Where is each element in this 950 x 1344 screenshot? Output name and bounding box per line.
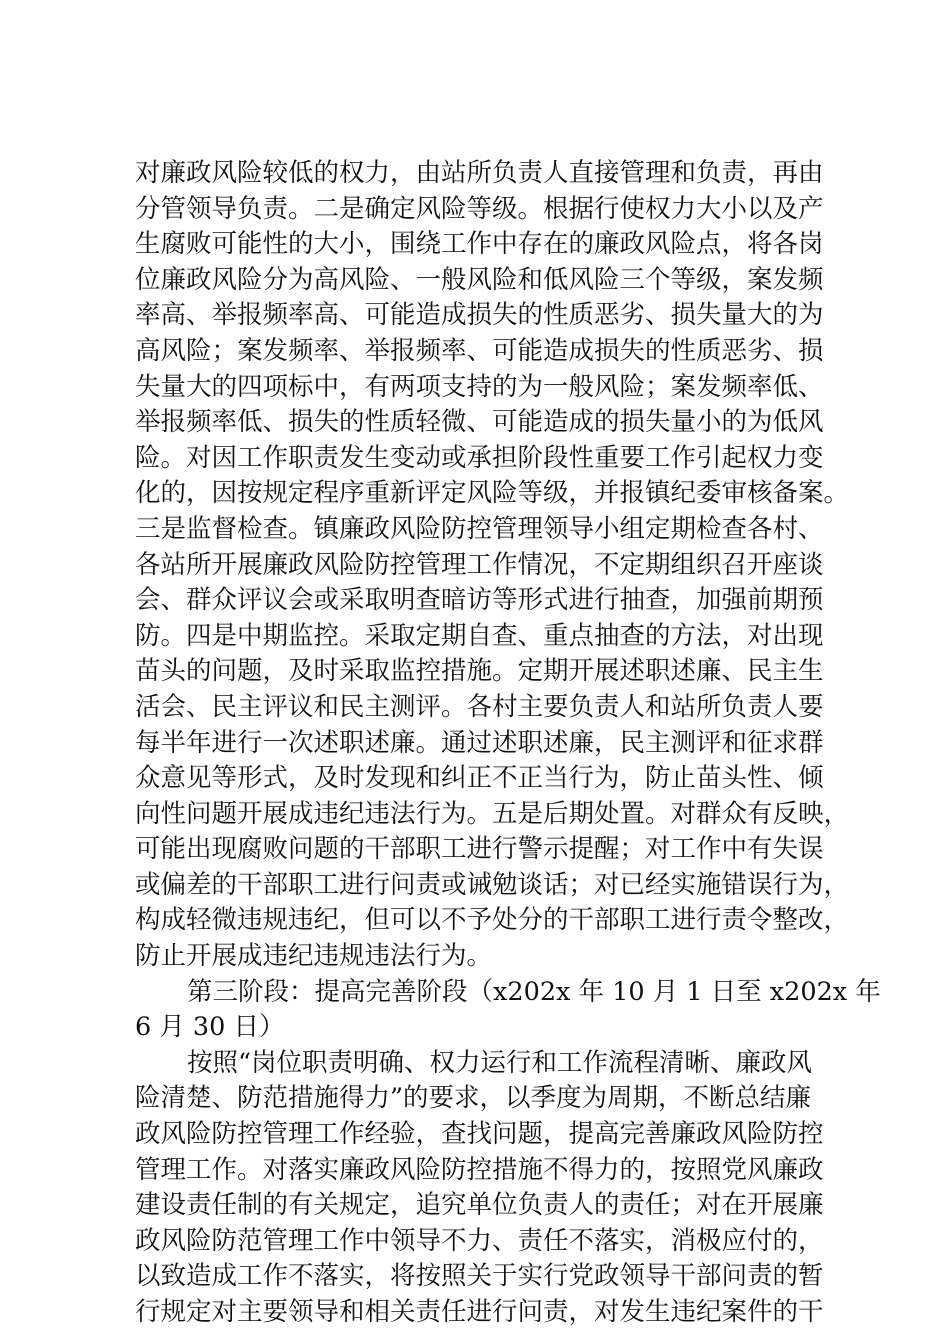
paragraph-start: 按照“岗位职责明确、权力运行和工作流程清晰、廉政风 [187,1047,813,1078]
text-line: 位廉政风险分为高风险、一般风险和低风险三个等级，案发频 [135,264,824,295]
text-line: 管理工作。对落实廉政风险防控措施不得力的，按照党风廉政 [135,1154,824,1185]
text-line: 对廉政风险较低的权力，由站所负责人直接管理和负责，再由 [135,158,824,188]
text-line: 率高、举报频率高、可能造成损失的性质恶劣、损失量大的为 [135,300,824,331]
text-line: 生腐败可能性的大小，围绕工作中存在的廉政风险点，将各岗 [135,229,824,260]
text-line: 建设责任制的有关规定，追究单位负责人的责任；对在开展廉 [135,1190,824,1221]
text-line: 政风险防范管理工作中领导不力、责任不落实，消极应付的， [135,1225,824,1256]
text-line: 每半年进行一次述职述廉。通过述职述廉，民主测评和征求群 [135,727,824,758]
document-body [135,156,881,1331]
section-heading: 第三阶段：提高完善阶段（x202x 年 10 月 1 日至 x202x 年 [187,976,881,1007]
text-line: 行规定对主要领导和相关责任进行问责，对发生违纪案件的干 [135,1297,824,1327]
text-line: 险。对因工作职责发生变动或承担阶段性重要工作引起权力变 [135,442,824,473]
text-line: 三是监督检查。镇廉政风险防控管理领导小组定期检查各村、 [135,513,824,544]
text-line: 失量大的四项标中，有两项支持的为一般风险；案发频率低、 [135,371,824,402]
text-line: 各站所开展廉政风险防控管理工作情况，不定期组织召开座谈 [135,549,824,580]
text-line: 高风险；案发频率、举报频率、可能造成损失的性质恶劣、损 [135,335,824,366]
text-line: 构成轻微违规违纪，但可以不予处分的干部职工进行责令整改， [135,905,850,936]
text-line: 会、群众评议会或采取明查暗访等形式进行抽查，加强前期预 [135,585,824,616]
text-line: 举报频率低、损失的性质轻微、可能造成的损失量小的为低风 [135,407,824,438]
text-line: 众意见等形式，及时发现和纠正不正当行为，防止苗头性、倾 [135,763,824,794]
text-line: 防。四是中期监控。采取定期自查、重点抽查的方法，对出现 [135,620,824,651]
text-line: 分管领导负责。二是确定风险等级。根据行使权力大小以及产 [135,193,824,224]
text-line: 以致造成工作不落实，将按照关于实行党政领导干部问责的暂 [135,1261,824,1292]
text-line: 向性问题开展成违纪违法行为。五是后期处置。对群众有反映， [135,798,850,829]
section-heading-continued: 6 月 30 日） [135,1012,285,1043]
text-line: 可能出现腐败问题的干部职工进行警示提醒；对工作中有失误 [135,834,824,865]
text-line: 政风险防控管理工作经验，查找问题，提高完善廉政风险防控 [135,1119,824,1150]
text-line: 苗头的问题，及时采取监控措施。定期开展述职述廉、民主生 [135,656,824,687]
text-line: 化的，因按规定程序重新评定风险等级，并报镇纪委审核备案。 [135,478,850,509]
text-line: 或偏差的干部职工进行问责或诫勉谈话；对已经实施错误行为， [135,869,850,900]
text-line: 防止开展成违纪违规违法行为。 [135,941,493,972]
text-line: 险清楚、防范措施得力”的要求，以季度为周期，不断总结廉 [135,1083,812,1114]
text-line: 活会、民主评议和民主测评。各村主要负责人和站所负责人要 [135,691,824,722]
